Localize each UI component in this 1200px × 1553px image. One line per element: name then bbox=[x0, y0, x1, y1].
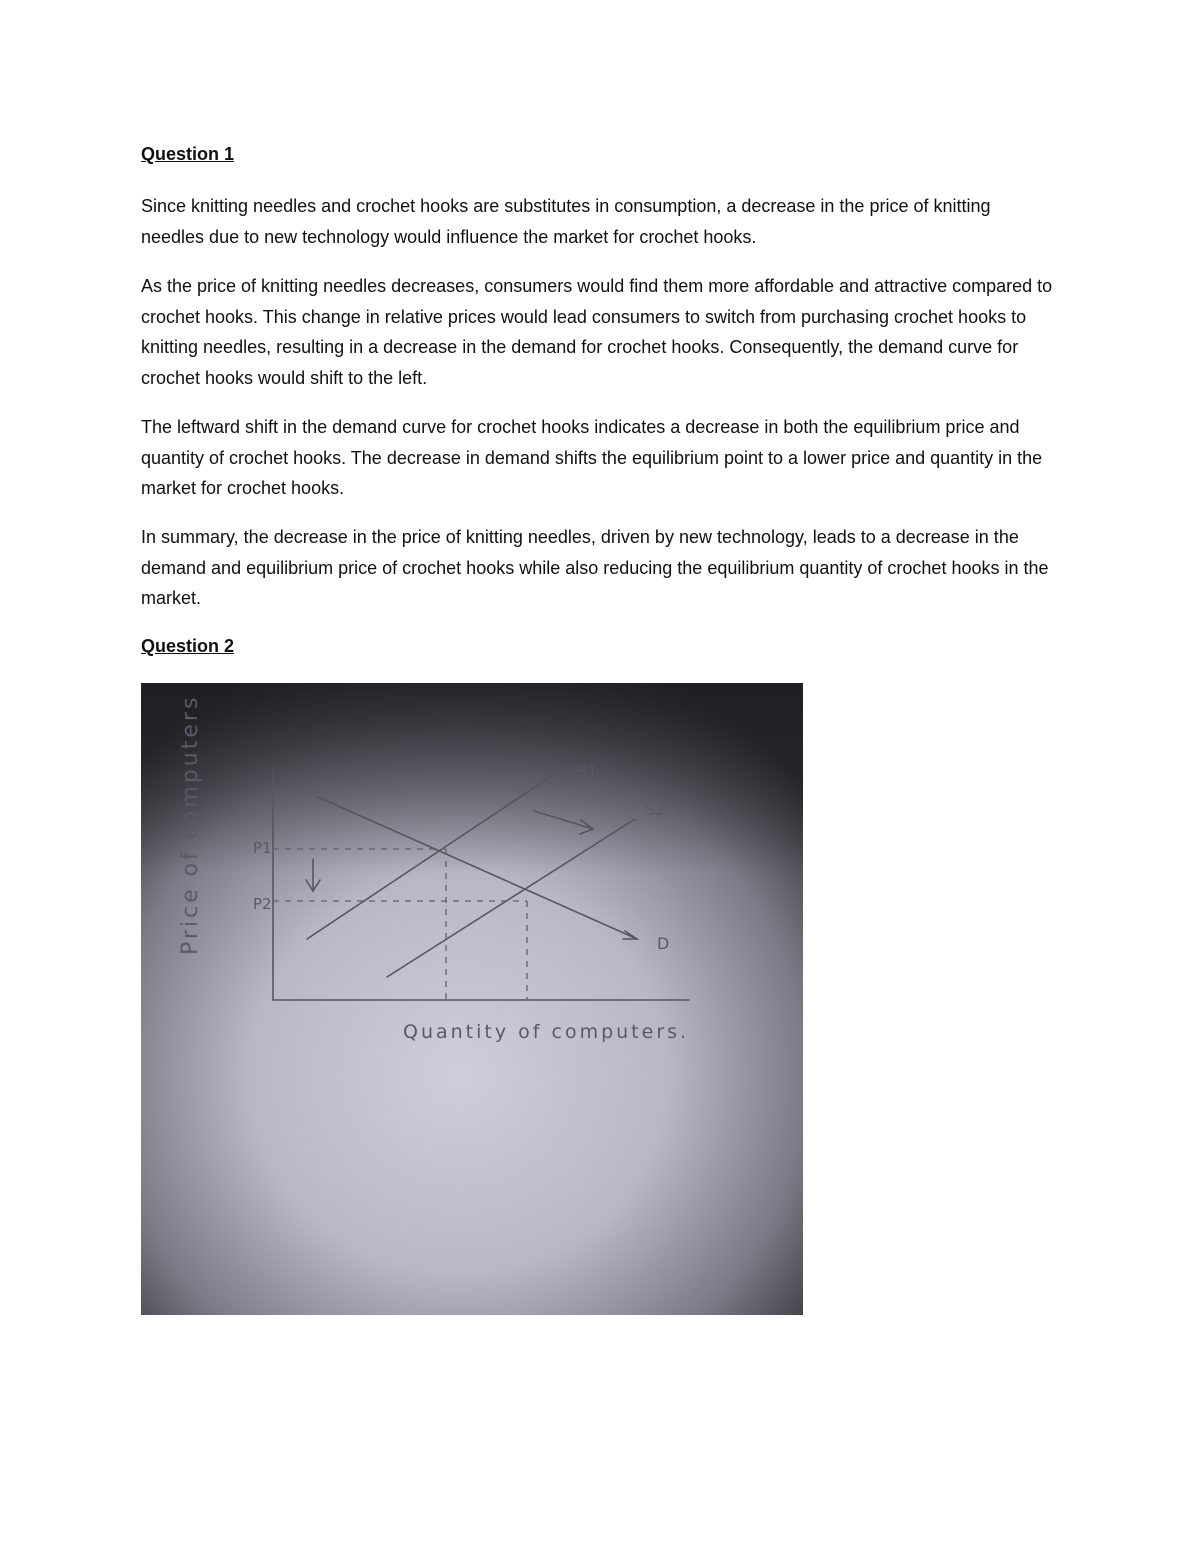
p1-label: P1 bbox=[253, 839, 272, 857]
demand-label: D bbox=[657, 934, 670, 953]
paper-shadow bbox=[141, 683, 803, 1315]
question-1-paragraph-1: Since knitting needles and crochet hooks are substitutes in consumption, a decrease in the price of knitting needles due to new technology would influence the market for crochet hooks. bbox=[141, 196, 991, 247]
question-1-paragraph-4: In summary, the decrease in the price of knitting needles, driven by new technology, leads to a decrease in the demand and equilibrium price of crochet hooks while also reducing the equilibrium quantity of crochet hooks in the market. bbox=[141, 527, 1049, 608]
question-1-heading: Question 1 bbox=[141, 144, 235, 164]
p2-label: P2 bbox=[253, 895, 272, 913]
x-axis-label: Quantity of computers. bbox=[403, 1021, 690, 1043]
question-1-paragraph-3: The leftward shift in the demand curve for crochet hooks indicates a decrease in both the equilibrium price and quantity of crochet hooks. The decrease in demand shifts the equilibrium point to a lower price and quantity in the market for crochet hooks. bbox=[141, 417, 1043, 498]
question-2-heading: Question 2 bbox=[141, 636, 235, 656]
s1-label: S1 bbox=[577, 762, 598, 781]
question-1-paragraph-2: As the price of knitting needles decreases, consumers would find them more affordable and attractive compared to crochet hooks. This change in relative prices would lead consumers to switch from purchasing crochet hooks to knitting needles, resulting in a decrease in the demand for crochet hooks. Consequently, the demand curve for crochet hooks would shift to the left. bbox=[141, 276, 1053, 388]
supply-demand-photo bbox=[141, 683, 803, 1315]
supply-demand-sketch bbox=[141, 683, 803, 1315]
s2-label: S2 bbox=[645, 800, 666, 819]
y-axis-label: Price of computers bbox=[178, 694, 203, 955]
